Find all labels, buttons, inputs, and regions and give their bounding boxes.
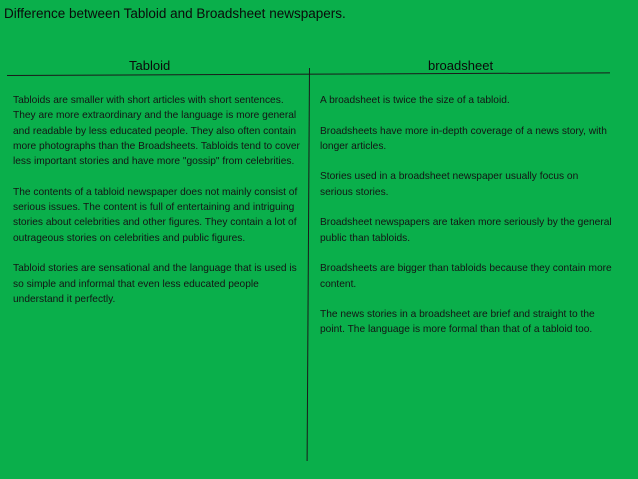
broadsheet-paragraph: Stories used in a broadsheet newspaper usually focus on serious stories. [320, 171, 579, 198]
broadsheet-paragraph: A broadsheet is twice the size of a tabloid. [320, 95, 510, 106]
column-divider-line [307, 68, 310, 461]
broadsheet-column [320, 93, 612, 353]
tabloid-paragraph: Tabloids are smaller with short articles with short sentences. They are more extraordinary and the language is more general and readable by less educated people. They also often contain more photographs than the Broadsheets. Tabloids tend to cover less important stories and have more "gossip" from celebrities. [13, 95, 300, 168]
broadsheet-header: broadsheet [428, 58, 494, 73]
page-title: Difference between Tabloid and Broadsheet newspapers. [4, 6, 346, 21]
tabloid-paragraph: Tabloid stories are sensational and the language that is used is so simple and informal that even less educated people understand it perfectly. [13, 263, 297, 305]
broadsheet-paragraph: The news stories in a broadsheet are brief and straight to the point. The language is more formal than that of a tabloid too. [320, 309, 595, 336]
broadsheet-paragraph: Broadsheets are bigger than tabloids because they contain more content. [320, 263, 612, 290]
broadsheet-paragraph: Broadsheet newspapers are taken more seriously by the general public than tabloids. [320, 217, 612, 244]
tabloid-header: Tabloid [129, 58, 171, 73]
tabloid-paragraph: The contents of a tabloid newspaper does not mainly consist of serious issues. The content is full of entertaining and intriguing stories about celebrities and other figures. They contain a lot of outrageous stories on celebrities and public figures. [13, 186, 298, 244]
broadsheet-paragraph: Broadsheets have more in-depth coverage of a news story, with longer articles. [320, 125, 607, 152]
tabloid-column [13, 93, 302, 322]
